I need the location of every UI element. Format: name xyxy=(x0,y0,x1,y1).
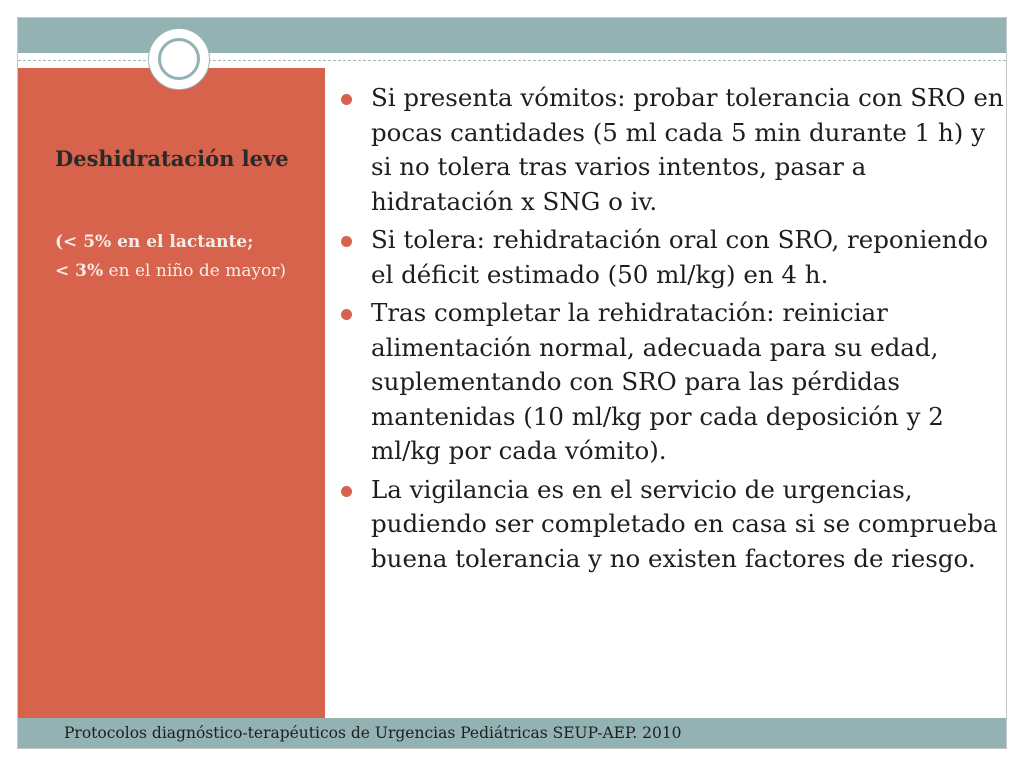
bullet-dot-icon xyxy=(341,486,352,497)
bullet-item xyxy=(340,223,1007,292)
sidebar-subtitle xyxy=(55,228,310,286)
bullet-text: Tras completar la rehidratación: reiniciar alimentación normal, adecuada para su edad, suplementando con SRO para las pérdidas mantenidas (10 ml/kg por cada deposición y 2 ml/kg por cada vómito). xyxy=(371,298,944,465)
sidebar-title: Deshidratación leve xyxy=(55,146,289,171)
bullet-list xyxy=(340,81,1007,580)
subtitle-part-2: < 3% xyxy=(55,261,104,281)
bullet-item xyxy=(340,81,1007,219)
bullet-text: Si tolera: rehidratación oral con SRO, reponiendo el déficit estimado (50 ml/kg) en 4 h. xyxy=(371,225,989,289)
subtitle-part-1: (< 5% en el lactante; xyxy=(55,232,254,252)
bullet-dot-icon xyxy=(341,236,352,247)
bullet-dot-icon xyxy=(341,309,352,320)
bullet-text: Si presenta vómitos: probar tolerancia con SRO en pocas cantidades (5 ml cada 5 min durante 1 h) y si no tolera tras varios intentos, pasar a hidratación x SNG o iv. xyxy=(371,83,1004,216)
subtitle-part-3: en el niño de mayor) xyxy=(103,261,287,281)
slide-frame xyxy=(17,17,1007,749)
circle-ornament-icon xyxy=(148,28,210,90)
bullet-dot-icon xyxy=(341,94,352,105)
footer-citation: Protocolos diagnóstico-terapéuticos de Urgencias Pediátricas SEUP-AEP. 2010 xyxy=(64,724,682,742)
bullet-text: La vigilancia es en el servicio de urgencias, pudiendo ser completado en casa si se comprueba buena tolerancia y no existen factores de riesgo. xyxy=(371,474,998,573)
bullet-item xyxy=(340,473,1007,577)
bullet-item xyxy=(340,296,1007,469)
